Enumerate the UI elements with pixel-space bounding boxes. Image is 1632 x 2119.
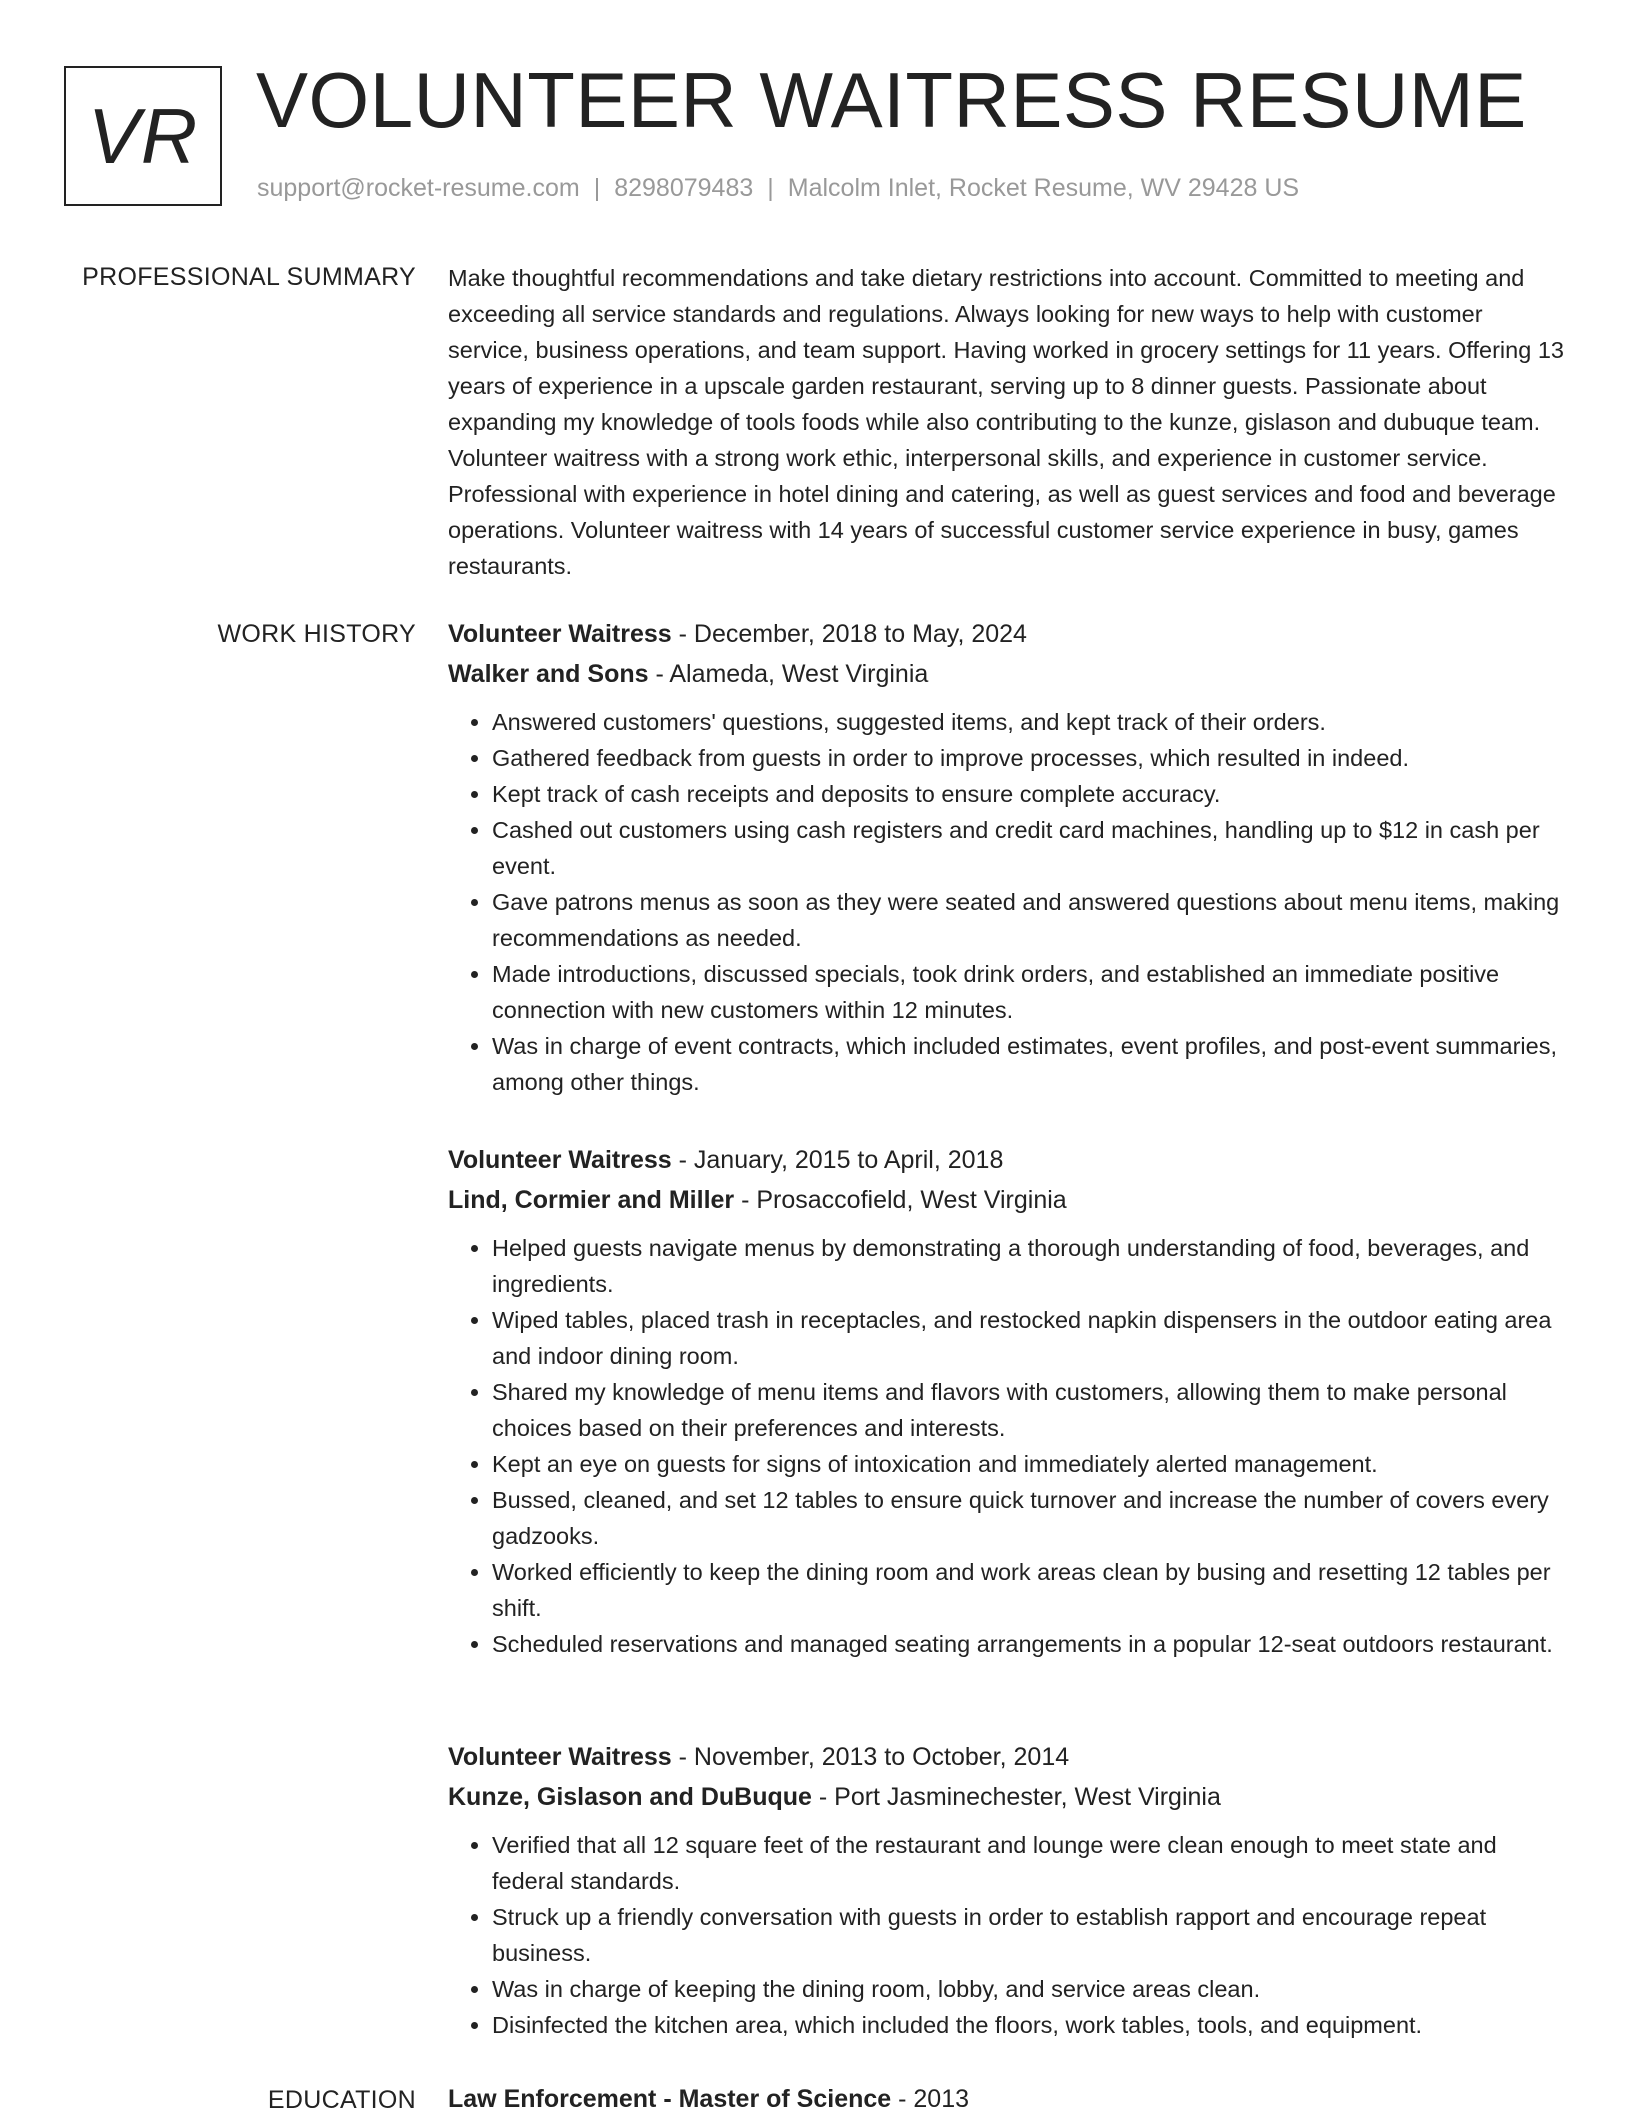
section-label-work-history: WORK HISTORY: [217, 620, 416, 648]
job-bullet: • Verified that all 12 square feet of the restaurant and lounge were clean enough to meet state and federal standards.: [492, 1827, 1564, 1899]
job-bullet: • Disinfected the kitchen area, which included the floors, work tables, tools, and equipment.: [492, 2007, 1564, 2043]
job-bullet: • Shared my knowledge of menu items and flavors with customers, allowing them to make personal choices based on their preferences and interests.: [492, 1374, 1564, 1446]
job-company: Lind, Cormier and Miller: [448, 1186, 735, 1214]
job-bullet: • Bussed, cleaned, and set 12 tables to ensure quick turnover and increase the number of covers every gadzooks.: [492, 1482, 1564, 1554]
education-degree: Law Enforcement - Master of Science: [448, 2085, 892, 2113]
job-bullets: [448, 704, 1564, 1100]
job-bullet: • Was in charge of event contracts, which included estimates, event profiles, and post-event summaries, among other things.: [492, 1028, 1564, 1100]
job-bullet: • Wiped tables, placed trash in receptacles, and restocked napkin dispensers in the outdoor eating area and indoor dining room.: [492, 1302, 1564, 1374]
summary-text: Make thoughtful recommendations and take dietary restrictions into account. Committed to meeting and exceeding all service standards and regulations. Always looking for new ways to help with customer service, business operations, and team support. Having worked in grocery settings for 11 years. Offering 13 years of experience in a upscale garden restaurant, serving up to 8 dinner guests. Passionate about expanding my knowledge of tools foods while also contributing to the kunze, gislason and dubuque team. Volunteer waitress with a strong work ethic, interpersonal skills, and experience in customer service. Professional with experience in hotel dining and catering, as well as guest services and food and beverage operations. Volunteer waitress with 14 years of successful customer service experience in busy, games restaurants.: [448, 265, 1564, 579]
job-entry: [448, 1140, 1564, 1662]
job-company-line: [448, 1180, 1564, 1220]
job-bullet: • Gathered feedback from guests in order to improve processes, which resulted in indeed.: [492, 740, 1564, 776]
job-location: - Prosaccofield, West Virginia: [734, 1186, 1067, 1214]
contact-line: [257, 174, 1299, 203]
resume-title: VOLUNTEER WAITRESS RESUME: [256, 56, 1527, 144]
job-dates: - January, 2015 to April, 2018: [671, 1146, 1004, 1174]
job-title: Volunteer Waitress: [448, 1146, 672, 1174]
job-bullet: • Kept track of cash receipts and deposits to ensure complete accuracy.: [492, 776, 1564, 812]
job-entry: [448, 1737, 1564, 2043]
job-company-line: [448, 1777, 1564, 1817]
job-bullet: • Gave patrons menus as soon as they were seated and answered questions about menu items, making recommendations as needed.: [492, 884, 1564, 956]
contact-separator: |: [593, 174, 601, 202]
job-title-line: [448, 1140, 1564, 1180]
job-bullet: • Struck up a friendly conversation with guests in order to establish rapport and encourage repeat business.: [492, 1899, 1564, 1971]
job-location: - Alameda, West Virginia: [648, 660, 929, 688]
contact-phone[interactable]: 8298079483: [614, 174, 754, 202]
job-bullet: • Helped guests navigate menus by demonstrating a thorough understanding of food, beverages, and ingredients.: [492, 1230, 1564, 1302]
contact-address: Malcolm Inlet, Rocket Resume, WV 29428 US: [787, 174, 1300, 202]
job-bullet: • Scheduled reservations and managed seating arrangements in a popular 12-seat outdoors restaurant.: [492, 1626, 1564, 1662]
job-dates: - December, 2018 to May, 2024: [671, 620, 1027, 648]
job-location: - Port Jasminechester, West Virginia: [811, 1783, 1221, 1811]
contact-email[interactable]: support@rocket-resume.com: [257, 174, 580, 202]
section-label-education: EDUCATION: [267, 2086, 416, 2114]
job-bullet: • Made introductions, discussed specials, took drink orders, and established an immediate positive connection with new customers within 12 minutes.: [492, 956, 1564, 1028]
summary-block: [448, 260, 1564, 584]
job-dates: - November, 2013 to October, 2014: [671, 1743, 1070, 1771]
job-bullet: • Worked efficiently to keep the dining room and work areas clean by busing and resetting 12 tables per shift.: [492, 1554, 1564, 1626]
education-year: - 2013: [891, 2085, 970, 2113]
job-bullet: • Was in charge of keeping the dining room, lobby, and service areas clean.: [492, 1971, 1564, 2007]
job-title-line: [448, 614, 1564, 654]
contact-separator: |: [767, 174, 774, 202]
job-company-line: [448, 654, 1564, 694]
monogram-logo: VR: [64, 66, 222, 206]
job-title-line: [448, 1737, 1564, 1777]
job-bullets: [448, 1827, 1564, 2043]
job-bullet: • Cashed out customers using cash registers and credit card machines, handling up to $12 in cash per event.: [492, 812, 1564, 884]
education-line: [448, 2079, 1564, 2119]
job-title: Volunteer Waitress: [448, 1743, 672, 1771]
education-entry: [448, 2079, 1564, 2119]
job-bullet: • Answered customers' questions, suggested items, and kept track of their orders.: [492, 704, 1564, 740]
job-bullets: [448, 1230, 1564, 1662]
job-title: Volunteer Waitress: [448, 620, 672, 648]
job-entry: [448, 614, 1564, 1100]
section-label-summary: PROFESSIONAL SUMMARY: [82, 263, 416, 291]
job-company: Walker and Sons: [448, 660, 649, 688]
job-company: Kunze, Gislason and DuBuque: [448, 1783, 812, 1811]
job-bullet: • Kept an eye on guests for signs of intoxication and immediately alerted management.: [492, 1446, 1564, 1482]
